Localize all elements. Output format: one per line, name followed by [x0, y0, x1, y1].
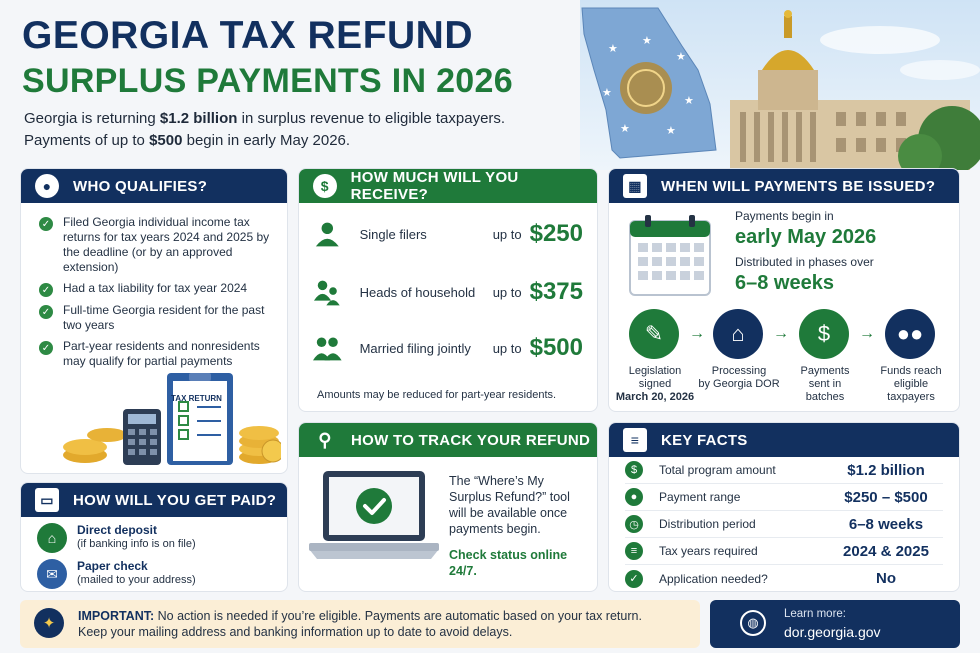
intro-part: Georgia is returning — [24, 110, 160, 127]
important-text: Keep your mailing address and banking information up to date to avoid delays. — [78, 625, 513, 639]
when-title: WHEN WILL PAYMENTS BE ISSUED? — [661, 177, 936, 195]
checkmark-icon: ✓ — [39, 305, 53, 319]
page-subtitle: SURPLUS PAYMENTS IN 2026 — [22, 62, 513, 100]
amount-value: $375 — [529, 278, 583, 305]
paper-check-sub: (mailed to your address) — [77, 574, 196, 586]
amount-label: Single filers — [359, 226, 427, 242]
envelope-icon: ✉ — [37, 559, 67, 589]
fact-value: No — [876, 570, 896, 587]
svg-text:★: ★ — [666, 124, 676, 137]
amount-note: Amounts may be reduced for part-year residents. — [317, 389, 557, 401]
important-label: IMPORTANT: — [78, 609, 155, 623]
track-text: The “Where’s My Surplus Refund?” tool will be available once payments begin. — [449, 474, 570, 536]
clock-icon: ◷ — [625, 515, 643, 533]
amount-upto: up to — [492, 226, 522, 242]
arrow-right-icon: → — [859, 325, 875, 342]
key-facts-header — [609, 423, 959, 457]
how-much-title: HOW MUCH WILL YOU RECEIVE? — [350, 169, 519, 203]
intro-max: $500 — [149, 132, 183, 149]
svg-text:★: ★ — [608, 42, 618, 55]
svg-text:★: ★ — [642, 34, 652, 47]
laptop-icon — [309, 469, 439, 579]
key-facts-title: KEY FACTS — [661, 431, 748, 449]
step-line: Payments — [800, 365, 850, 377]
fact-row — [625, 457, 943, 484]
calendar-illustration — [629, 215, 711, 297]
legislation-icon: ✎ — [629, 309, 679, 359]
user-icon: ● — [35, 174, 59, 198]
step-line: by Georgia DOR — [698, 378, 780, 390]
credit-card-icon: ▭ — [35, 488, 59, 512]
step-payments — [781, 365, 869, 404]
who-qualifies-header — [21, 169, 287, 203]
phase-label: Distributed in phases over — [735, 255, 874, 269]
checkmark-icon: ✓ — [39, 217, 53, 231]
learn-more-panel[interactable] — [710, 600, 960, 648]
people-icon: ● — [625, 488, 643, 506]
how-much-header — [299, 169, 597, 203]
check-circle-icon: ✓ — [625, 570, 643, 588]
step-processing — [695, 365, 783, 391]
fact-row — [625, 538, 943, 565]
step-line: sent in — [808, 378, 842, 390]
direct-deposit-title: Direct deposit — [77, 523, 158, 537]
amount-label: Heads of household — [359, 284, 476, 300]
learn-more-label: Learn more: — [784, 608, 847, 620]
calendar-icon: ▦ — [623, 174, 647, 198]
single-person-icon — [313, 219, 342, 249]
step-line: Legislation — [628, 365, 682, 377]
track-title: HOW TO TRACK YOUR REFUND — [351, 431, 591, 449]
qualify-item — [39, 281, 273, 297]
qualify-text: Full-time Georgia resident for the past two years — [63, 303, 265, 332]
get-paid-header — [21, 483, 287, 517]
qualify-item — [39, 215, 273, 275]
track-header — [299, 423, 597, 457]
couple-icon — [313, 333, 342, 363]
fact-row — [625, 565, 943, 592]
fact-value: $1.2 billion — [847, 461, 925, 479]
svg-text:★: ★ — [684, 94, 694, 107]
group-icon: ●● — [885, 309, 935, 359]
step-line: Processing — [711, 365, 767, 377]
amount-upto: up to — [492, 284, 522, 300]
amount-upto: up to — [492, 340, 522, 356]
fact-label: Payment range — [659, 490, 741, 504]
fact-label: Total program amount — [659, 463, 776, 477]
step-line: eligible — [893, 378, 929, 390]
qualify-item — [39, 303, 273, 333]
qualify-text: Part-year residents and nonresidents may qualify for partial payments — [63, 339, 260, 368]
dollar-icon: $ — [625, 461, 643, 479]
svg-text:★: ★ — [620, 122, 630, 135]
intro-amount: $1.2 billion — [159, 110, 238, 127]
begin-value: early May 2026 — [735, 226, 877, 248]
who-qualifies-card — [20, 168, 288, 474]
important-text: No action is needed if you’re eligible. Payments are automatic based on your tax return. — [157, 609, 642, 623]
hero-illustration — [580, 0, 980, 170]
checkmark-icon: ✓ — [39, 341, 53, 355]
dor-website-link[interactable]: dor.georgia.gov — [784, 624, 881, 640]
arrow-right-icon: → — [689, 325, 705, 342]
lightbulb-icon: ✦ — [34, 608, 64, 638]
how-much-card — [298, 168, 598, 412]
svg-text:★: ★ — [676, 50, 686, 63]
step-line: signed — [638, 378, 672, 390]
step-line: Funds reach — [880, 365, 942, 377]
qualify-text: Filed Georgia individual income tax returns for tax years 2024 and 2025 by the deadline (or by an approved extension) — [63, 215, 270, 274]
step-line: batches — [805, 391, 845, 403]
begin-label: Payments begin in — [735, 209, 834, 223]
amount-row-married — [313, 325, 583, 371]
document-icon: ≡ — [623, 428, 647, 452]
when-header — [609, 169, 959, 203]
clipboard-label: TAX RETURN — [171, 394, 222, 403]
intro-text — [24, 108, 584, 152]
page-title: GEORGIA TAX REFUND — [22, 14, 474, 57]
money-icon: $ — [799, 309, 849, 359]
qualify-item — [39, 339, 273, 369]
when-card — [608, 168, 960, 412]
fact-label: Application needed? — [659, 571, 768, 586]
arrow-right-icon: → — [773, 325, 789, 342]
fact-label: Distribution period — [659, 517, 756, 531]
get-paid-card — [20, 482, 288, 592]
key-facts-card — [608, 422, 960, 592]
fact-label: Tax years required — [659, 544, 758, 558]
phase-value: 6–8 weeks — [735, 272, 834, 294]
step-legislation — [611, 365, 699, 404]
step-line: taxpayers — [887, 391, 935, 403]
fact-row — [625, 511, 943, 538]
amount-value: $500 — [529, 334, 583, 361]
fact-value: 6–8 weeks — [848, 515, 924, 533]
fact-row — [625, 484, 943, 511]
track-card — [298, 422, 598, 592]
fact-value: 2024 & 2025 — [843, 542, 929, 560]
intro-part: in surplus revenue to eligible taxpayers. — [237, 110, 506, 127]
checkmark-icon: ✓ — [39, 283, 53, 297]
magnifier-icon: ⚲ — [318, 429, 332, 450]
important-banner — [20, 600, 700, 648]
qualify-text: Had a tax liability for tax year 2024 — [63, 281, 248, 295]
get-paid-title: HOW WILL YOU GET PAID? — [73, 491, 277, 509]
check-status-link[interactable]: Check status online 24/7. — [449, 548, 568, 578]
tax-return-illustration — [61, 373, 281, 469]
dollar-icon: $ — [313, 174, 337, 198]
family-icon — [313, 277, 342, 307]
amount-row-head — [313, 269, 583, 315]
bank-icon: ⌂ — [713, 309, 763, 359]
bank-icon: ⌂ — [37, 523, 67, 553]
globe-icon: ◍ — [740, 610, 766, 636]
intro-part: Payments of up to — [24, 132, 150, 149]
svg-text:★: ★ — [602, 86, 612, 99]
amount-label: Married filing jointly — [359, 340, 471, 356]
direct-deposit-sub: (if banking info is on file) — [77, 538, 196, 550]
paper-check-title: Paper check — [77, 559, 148, 573]
step-date: March 20, 2026 — [615, 391, 695, 403]
intro-part: begin in early May 2026. — [182, 132, 351, 149]
amount-value: $250 — [529, 220, 583, 247]
who-qualifies-title: WHO QUALIFIES? — [73, 177, 208, 195]
document-icon: ≡ — [625, 542, 643, 560]
georgia-capitol-image — [580, 0, 980, 170]
fact-value: $250 – $500 — [844, 488, 928, 506]
step-funds — [867, 365, 955, 404]
amount-row-single — [313, 211, 583, 257]
